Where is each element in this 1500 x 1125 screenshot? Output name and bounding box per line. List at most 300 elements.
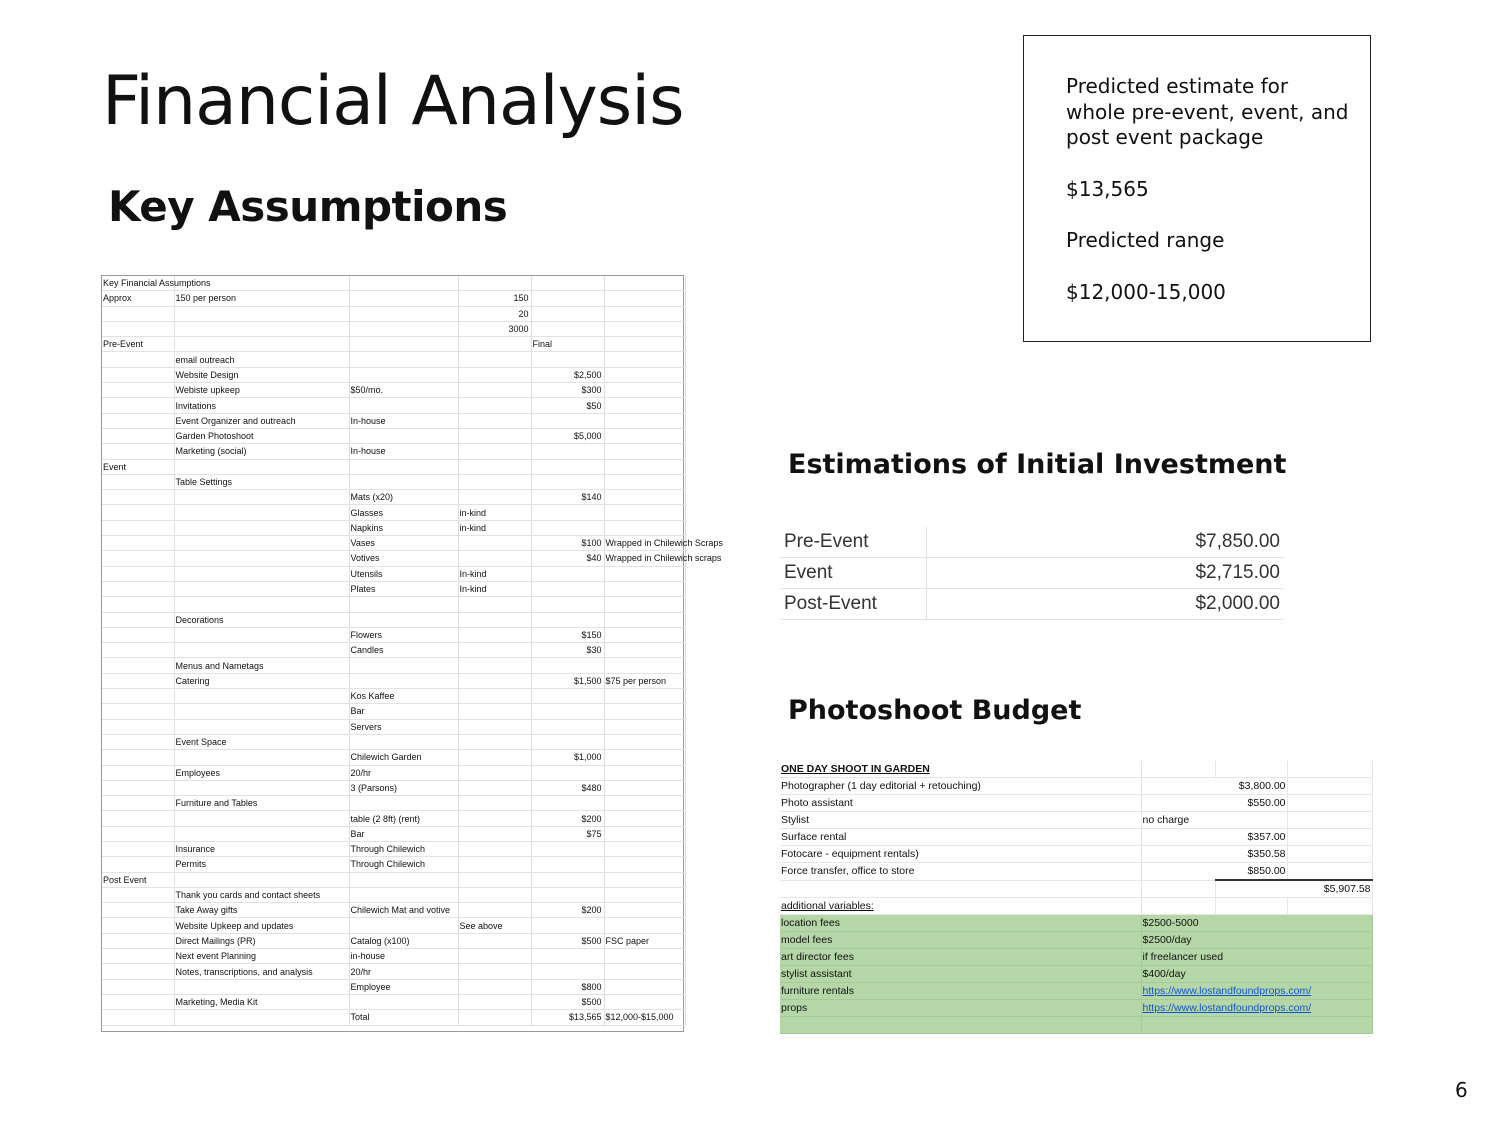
table-row [780,966,1372,983]
table-cell [604,581,685,596]
table-cell [458,841,531,856]
table-row [102,841,685,856]
table-row [780,1000,1372,1017]
table-cell: Pre-Event [102,337,174,352]
furniture-rentals-link[interactable]: https://www.lostandfoundprops.com/ [1142,985,1312,997]
table-row [780,829,1372,846]
table-cell [531,459,604,474]
table-cell: Event [102,459,174,474]
table-row [780,527,1284,558]
page-number: 6 [1455,1078,1468,1102]
table-row [780,898,1372,915]
table-cell [349,734,458,749]
cost-item: Fotocare - equipment rentals) [780,846,1141,863]
table-cell [458,750,531,765]
table-cell [604,597,685,612]
table-cell [531,918,604,933]
table-cell: Event Space [174,734,349,749]
table-row [102,551,685,566]
table-cell [102,444,174,459]
range-value: $12,000-15,000 [1066,279,1226,304]
table-cell: Decorations [174,612,349,627]
table-cell: Bar [349,704,458,719]
table-cell [102,918,174,933]
table-cell [531,306,604,321]
table-cell: Total [349,1010,458,1025]
shoot-total: $5,907.58 [1215,880,1372,898]
variable-item: stylist assistant [780,966,1141,983]
table-cell [102,306,174,321]
table-cell: Glasses [349,505,458,520]
table-cell: Kos Kaffee [349,689,458,704]
variable-item: model fees [780,932,1141,949]
table-cell: $50/mo. [349,383,458,398]
table-cell [349,796,458,811]
table-cell [604,490,685,505]
table-row [102,536,685,551]
cost-item: Surface rental [780,829,1141,846]
table-cell [604,734,685,749]
table-cell: Napkins [349,520,458,535]
table-cell: $500 [531,933,604,948]
table-cell: $300 [531,383,604,398]
table-cell [349,658,458,673]
table-cell: $140 [531,490,604,505]
table-cell [458,367,531,382]
table-cell [102,796,174,811]
table-row [102,949,685,964]
table-cell [531,612,604,627]
table-cell [458,536,531,551]
table-cell [458,597,531,612]
table-cell [531,291,604,306]
table-cell [531,796,604,811]
table-cell [102,841,174,856]
table-cell [349,337,458,352]
table-cell [174,566,349,581]
table-cell [458,887,531,902]
table-row [780,983,1372,1000]
table-cell [102,566,174,581]
table-cell [604,643,685,658]
table-cell: $1,500 [531,673,604,688]
table-cell [458,964,531,979]
table-cell: Marketing (social) [174,444,349,459]
table-cell [349,474,458,489]
table-cell [174,750,349,765]
table-cell [458,474,531,489]
cost-item: Force transfer, office to store [780,863,1141,881]
table-row [780,778,1372,795]
table-cell [349,597,458,612]
table-cell [102,734,174,749]
table-cell [174,306,349,321]
table-cell [458,734,531,749]
table-row [102,306,685,321]
table-cell [604,811,685,826]
table-row [780,915,1372,932]
table-cell [604,459,685,474]
table-row [102,566,685,581]
table-cell [604,979,685,994]
table-cell: $5,000 [531,428,604,443]
table-row [102,765,685,780]
table-row [102,1010,685,1025]
table-cell: Servers [349,719,458,734]
table-cell [604,857,685,872]
table-cell [604,949,685,964]
table-cell: Candles [349,643,458,658]
section-subtitle: Key Assumptions [108,182,508,231]
cost-item: Stylist [780,812,1141,829]
table-cell: $100 [531,536,604,551]
table-cell [349,612,458,627]
page-title: Financial Analysis [102,62,684,141]
table-cell [531,872,604,887]
table-cell [102,413,174,428]
table-cell: Take Away gifts [174,903,349,918]
table-cell [102,398,174,413]
table-cell [102,428,174,443]
table-cell [102,811,174,826]
table-cell [174,321,349,336]
table-cell [604,918,685,933]
table-cell [349,918,458,933]
table-cell [531,765,604,780]
table-cell [531,352,604,367]
table-cell: Permits [174,857,349,872]
table-cell [458,383,531,398]
table-cell [174,811,349,826]
table-cell [174,505,349,520]
table-cell [604,413,685,428]
table-cell [458,643,531,658]
table-cell [531,734,604,749]
table-cell [458,719,531,734]
props-link[interactable]: https://www.lostandfoundprops.com/ [1142,1002,1312,1014]
table-cell [102,551,174,566]
table-cell: $50 [531,398,604,413]
table-cell [458,796,531,811]
table-row [780,812,1372,829]
table-row [102,872,685,887]
table-cell [174,337,349,352]
row-label: Pre-Event [780,527,926,558]
table-row [102,750,685,765]
table-cell [604,719,685,734]
table-cell: Through Chilewich [349,841,458,856]
variable-value: if freelancer used [1141,949,1372,966]
table-cell [174,780,349,795]
table-cell: Final [531,337,604,352]
table-cell [102,1010,174,1025]
table-row [102,796,685,811]
table-cell: $13,565 [531,1010,604,1025]
cost-value: $850.00 [1141,863,1287,881]
table-cell: Bar [349,826,458,841]
table-cell [458,765,531,780]
table-cell: $200 [531,903,604,918]
table-cell: 3000 [458,321,531,336]
table-cell [102,612,174,627]
table-cell [102,826,174,841]
table-cell: Through Chilewich [349,857,458,872]
table-cell [604,276,685,291]
table-cell [458,490,531,505]
table-cell: Employee [349,979,458,994]
table-row [780,949,1372,966]
table-row [102,979,685,994]
table-row [102,444,685,459]
photoshoot-heading: Photoshoot Budget [788,695,1082,726]
table-row [780,932,1372,949]
table-cell [458,658,531,673]
table-row [780,795,1372,812]
table-cell [604,841,685,856]
table-cell [102,765,174,780]
table-row [780,1017,1372,1034]
table-cell [458,949,531,964]
table-cell [604,352,685,367]
table-cell [604,383,685,398]
table-row [102,627,685,642]
row-value: $2,715.00 [926,558,1284,589]
table-cell [604,780,685,795]
table-row [780,589,1284,620]
table-row [102,520,685,535]
table-cell [604,444,685,459]
table-cell [102,490,174,505]
table-row [102,490,685,505]
table-cell [604,750,685,765]
table-cell: Utensils [349,566,458,581]
row-value: $7,850.00 [926,527,1284,558]
table-cell [531,520,604,535]
table-cell: $12,000-$15,000 [604,1010,685,1025]
investment-heading: Estimations of Initial Investment [788,449,1287,480]
table-cell: Catering [174,673,349,688]
table-cell [102,933,174,948]
table-cell [102,367,174,382]
table-cell: Table Settings [174,474,349,489]
variable-value: $400/day [1141,966,1372,983]
table-cell [102,658,174,673]
table-cell [604,337,685,352]
table-cell [458,1010,531,1025]
row-label: Post-Event [780,589,926,620]
additional-label: additional variables: [780,898,1141,915]
table-cell [531,474,604,489]
table-cell [102,857,174,872]
table-cell [102,627,174,642]
table-cell [174,597,349,612]
table-cell: 150 [458,291,531,306]
table-row [102,597,685,612]
table-cell [531,964,604,979]
table-cell: Invitations [174,398,349,413]
variable-item: props [780,1000,1141,1017]
table-cell [531,581,604,596]
table-cell: 20/hr [349,765,458,780]
table-cell: In-kind [458,566,531,581]
table-cell: Webiste upkeep [174,383,349,398]
table-row [102,964,685,979]
table-cell [349,398,458,413]
estimate-amount: $13,565 [1066,176,1149,201]
table-row [102,459,685,474]
table-cell: $1,000 [531,750,604,765]
row-label: Event [780,558,926,589]
table-cell: See above [458,918,531,933]
table-row [780,558,1284,589]
variable-item: furniture rentals [780,983,1141,1000]
table-cell [604,872,685,887]
table-row [102,857,685,872]
cost-value: $350.58 [1141,846,1287,863]
table-cell: Approx [102,291,174,306]
table-cell [458,872,531,887]
table-cell [458,933,531,948]
table-cell [174,872,349,887]
table-cell [102,994,174,1009]
table-cell [174,704,349,719]
investment-table [780,527,1284,620]
table-row [102,734,685,749]
table-cell [102,903,174,918]
table-cell [349,887,458,902]
table-row [102,612,685,627]
table-cell [458,857,531,872]
table-cell: Notes, transcriptions, and analysis [174,964,349,979]
table-row [102,398,685,413]
table-cell [349,872,458,887]
table-cell [102,520,174,535]
table-cell [531,597,604,612]
table-cell [102,979,174,994]
table-row [102,673,685,688]
table-row [780,846,1372,863]
table-cell: 150 per person [174,291,349,306]
table-cell: Vases [349,536,458,551]
table-row [102,826,685,841]
table-cell [458,826,531,841]
table-cell [531,444,604,459]
table-cell [604,367,685,382]
table-cell [604,887,685,902]
table-cell [531,505,604,520]
table-row [102,352,685,367]
table-row [102,321,685,336]
table-cell [174,520,349,535]
table-cell [604,291,685,306]
table-cell [458,903,531,918]
table-cell [174,1010,349,1025]
table-cell: in-kind [458,505,531,520]
table-cell [458,352,531,367]
variable-value: $2500/day [1141,932,1372,949]
table-cell [102,673,174,688]
table-cell: Flowers [349,627,458,642]
variable-item: art director fees [780,949,1141,966]
table-cell [174,979,349,994]
table-cell [174,459,349,474]
table-cell [102,964,174,979]
table-cell [174,490,349,505]
table-cell [458,780,531,795]
table-cell [458,673,531,688]
table-cell [458,612,531,627]
table-cell: Mats (x20) [349,490,458,505]
table-cell [604,505,685,520]
table-cell [458,444,531,459]
table-cell: $2,500 [531,367,604,382]
table-cell [102,321,174,336]
table-row [102,719,685,734]
table-cell [174,627,349,642]
row-value: $2,000.00 [926,589,1284,620]
table-row [780,880,1372,898]
table-cell [604,566,685,581]
table-row [102,811,685,826]
cost-value: $550.00 [1141,795,1287,812]
table-row [102,276,685,291]
table-cell [531,704,604,719]
table-cell: $30 [531,643,604,658]
table-cell: Website Design [174,367,349,382]
table-row [102,413,685,428]
range-label: Predicted range [1066,228,1225,252]
table-cell [458,337,531,352]
table-cell [604,796,685,811]
table-cell [102,597,174,612]
table-cell: Chilewich Garden [349,750,458,765]
table-cell: Marketing, Media Kit [174,994,349,1009]
table-cell: $480 [531,780,604,795]
table-cell [458,811,531,826]
table-cell [604,994,685,1009]
table-cell: Thank you cards and contact sheets [174,887,349,902]
table-cell [174,581,349,596]
cost-item: Photo assistant [780,795,1141,812]
table-cell: In-house [349,413,458,428]
table-row [102,505,685,520]
table-cell [604,627,685,642]
table-row [102,474,685,489]
table-row [102,383,685,398]
table-row [780,761,1372,778]
shoot-title: ONE DAY SHOOT IN GARDEN [780,761,1141,778]
variable-item: location fees [780,915,1141,932]
table-row [102,581,685,596]
table-cell [458,459,531,474]
table-cell: Key Financial Assumptions [102,276,174,291]
table-cell [604,612,685,627]
table-row [102,780,685,795]
key-assumptions-sheet [101,275,723,1032]
table-cell [458,551,531,566]
table-cell [349,367,458,382]
table-cell [174,643,349,658]
table-cell: Website Upkeep and updates [174,918,349,933]
table-cell [458,428,531,443]
table-cell [531,719,604,734]
table-cell [604,321,685,336]
table-cell [531,857,604,872]
table-cell [531,887,604,902]
table-cell [458,398,531,413]
table-cell [604,474,685,489]
table-cell [458,979,531,994]
